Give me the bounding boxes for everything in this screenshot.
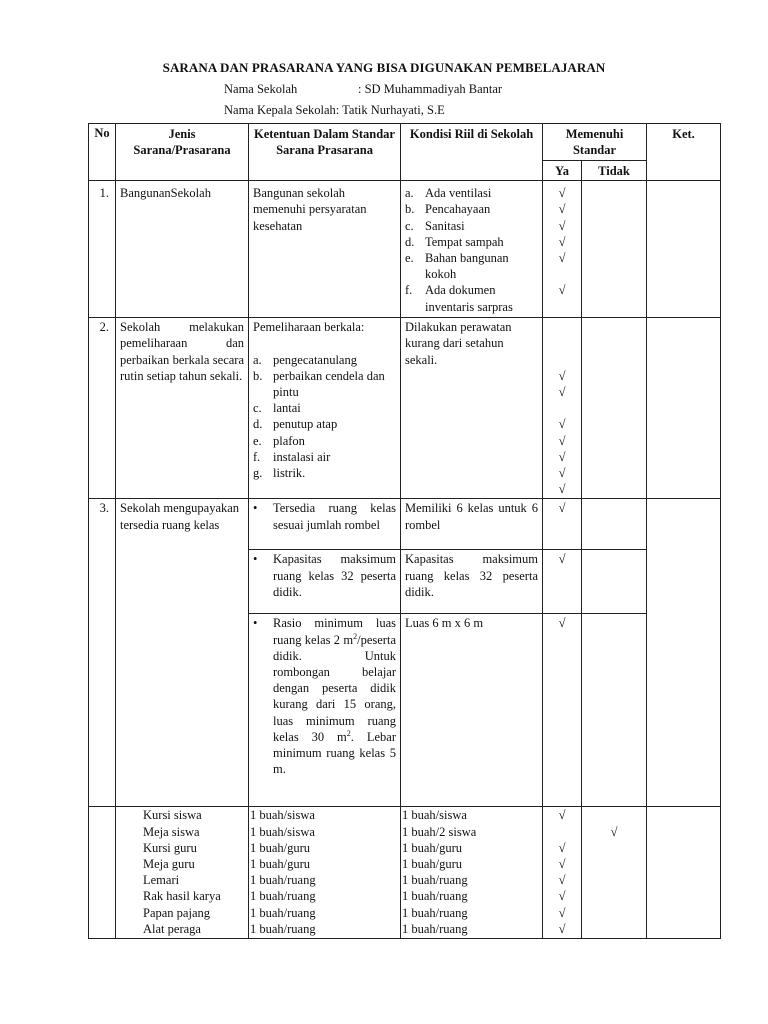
row3-tidak-2 (582, 550, 647, 614)
check-mark: √ (558, 873, 566, 888)
list-item: 1 buah/ruang (250, 889, 316, 904)
row3-ya-1 (543, 499, 582, 550)
header-row (89, 124, 721, 161)
header-jenis: Jenis Sarana/Prasarana (116, 124, 249, 181)
row1-ket (647, 181, 721, 318)
row2-ket (647, 318, 721, 499)
check-mark: √ (558, 808, 566, 823)
list-item: 1 buah/guru (250, 840, 311, 855)
header-ya: Ya (543, 161, 582, 181)
check-mark: √ (558, 449, 566, 464)
list-item: 1 buah/2 siswa (402, 824, 477, 839)
check-mark: √ (558, 905, 566, 920)
list-item: Meja guru (143, 857, 195, 872)
header-no: No (89, 124, 116, 181)
items-ya (543, 807, 582, 939)
list-item: Kursi siswa (143, 808, 202, 823)
list-item: 1 buah/guru (250, 857, 311, 872)
check-mark: √ (558, 857, 566, 872)
table-row-items (89, 807, 721, 939)
list-item: 1 buah/ruang (250, 921, 316, 936)
row1-no: 1. (89, 181, 116, 318)
items-ketentuan (249, 807, 401, 939)
row3-tidak-3 (582, 614, 647, 807)
check-mark: √ (558, 186, 566, 201)
row3-kondisi-3: Luas 6 m x 6 m (401, 614, 543, 807)
check-mark: √ (610, 824, 618, 839)
row1-kondisi-list (405, 185, 538, 315)
check-mark: √ (558, 218, 566, 233)
list-item: 1 buah/ruang (250, 905, 316, 920)
list-item: f. instalasi air (253, 449, 331, 464)
check-mark: √ (558, 202, 566, 217)
row2-ketentuan (249, 318, 401, 499)
check-mark: √ (558, 482, 566, 497)
table-row-3a (89, 499, 721, 550)
row3-ya-3 (543, 614, 582, 807)
row1-ya (543, 181, 582, 318)
list-item: 1 buah/ruang (250, 873, 316, 888)
row2-kondisi: Dilakukan perawatan kurang dari setahun sekali. (401, 318, 543, 499)
list-item: c. Sanitasi (405, 218, 465, 233)
list-item: e. Bahan bangunan kokoh (405, 251, 509, 282)
list-item: 1 buah/ruang (402, 921, 468, 936)
check-mark: √ (558, 283, 566, 298)
check-mark: √ (558, 840, 566, 855)
list-item: • Kapasitas maksimum ruang kelas 32 peserta didik. (253, 552, 396, 599)
row3-ketentuan-3 (249, 614, 401, 807)
check-mark: √ (558, 234, 566, 249)
row3-ketentuan-2 (249, 550, 401, 614)
list-item: g. listrik. (253, 466, 306, 481)
list-item: 1 buah/siswa (250, 824, 315, 839)
row2-tidak (582, 318, 647, 499)
check-mark: √ (558, 921, 566, 936)
items-kondisi (401, 807, 543, 939)
row2-no: 2. (89, 318, 116, 499)
row2-ketentuan-list (253, 352, 396, 482)
check-mark: √ (558, 501, 566, 516)
check-mark: √ (558, 466, 566, 481)
list-item: a. Ada ventilasi (405, 186, 492, 201)
headmaster-value: : Tatik Nurhayati, S.E (335, 103, 445, 117)
school-name-label: Nama Sekolah (224, 82, 298, 96)
list-item: 1 buah/guru (402, 840, 463, 855)
list-item: • Tersedia ruang kelas sesuai jumlah rombel (253, 501, 396, 532)
row1-ketentuan: Bangunan sekolah memenuhi persyaratan kesehatan (249, 181, 401, 318)
row3-tidak-1 (582, 499, 647, 550)
row3-ya-2 (543, 550, 582, 614)
header-tidak: Tidak (582, 161, 647, 181)
list-item: b. perbaikan cendela dan pintu (253, 368, 385, 400)
check-mark: √ (558, 368, 566, 383)
headmaster-line (224, 103, 445, 118)
row1-jenis: BangunanSekolah (116, 181, 249, 318)
table-row-1 (89, 181, 721, 318)
list-item: e. plafon (253, 433, 305, 448)
header-ket: Ket. (647, 124, 721, 181)
check-mark: √ (558, 889, 566, 904)
list-item: Meja siswa (143, 824, 200, 839)
list-item: d. penutup atap (253, 417, 338, 432)
header-ketentuan: Ketentuan Dalam Standar Sarana Prasarana (249, 124, 401, 181)
school-name-value: : SD Muhammadiyah Bantar (358, 82, 503, 96)
list-item: 1 buah/siswa (402, 808, 467, 823)
row1-tidak (582, 181, 647, 318)
check-stack (545, 319, 579, 497)
items-no (89, 807, 116, 939)
list-item: Rak hasil karya (143, 889, 221, 904)
items-jenis (116, 807, 249, 939)
list-item: 1 buah/ruang (402, 889, 468, 904)
row2-ya (543, 318, 582, 499)
list-item: Kursi guru (143, 840, 197, 855)
list-item: a. pengecatanulang (253, 352, 357, 367)
table-row-2 (89, 318, 721, 499)
check-stack (545, 185, 579, 298)
row3-kondisi-2: Kapasitas maksimum ruang kelas 32 peserta didik. (401, 550, 543, 614)
row3-jenis: Sekolah mengupayakan tersedia ruang kelas (116, 499, 249, 807)
list-item: f. Ada dokumen inventaris sarpras (405, 283, 513, 314)
check-mark: √ (558, 616, 566, 631)
facilities-table (88, 123, 721, 939)
items-tidak (582, 807, 647, 939)
list-item: 1 buah/ruang (402, 873, 468, 888)
row3-ket (647, 499, 721, 807)
list-item: 1 buah/siswa (250, 808, 315, 823)
headmaster-label: Nama Kepala Sekolah (224, 103, 336, 117)
list-item: Papan pajang (143, 905, 210, 920)
row2-ketentuan-intro: Pemeliharaan berkala: (253, 320, 365, 335)
header-memenuhi: Memenuhi Standar (543, 124, 647, 161)
check-mark: √ (558, 417, 566, 432)
list-item: 1 buah/guru (402, 857, 463, 872)
items-ket (647, 807, 721, 939)
header-kondisi: Kondisi Riil di Sekolah (401, 124, 543, 181)
row2-jenis: Sekolah melakukan pemeliharaan dan perbaikan berkala secara rutin setiap tahun sekali. (116, 318, 249, 499)
school-name-line (224, 82, 502, 97)
check-mark: √ (558, 433, 566, 448)
check-mark: √ (558, 552, 566, 567)
list-item: Alat peraga (143, 921, 201, 936)
check-mark: √ (558, 385, 566, 400)
document-title: SARANA DAN PRASARANA YANG BISA DIGUNAKAN PEMBELAJARAN (162, 60, 606, 75)
row3-kondisi-1: Memiliki 6 kelas untuk 6 rombel (401, 499, 543, 550)
list-item: 1 buah/ruang (402, 905, 468, 920)
row1-kondisi (401, 181, 543, 318)
list-item: b. Pencahayaan (405, 202, 491, 217)
row3-no: 3. (89, 499, 116, 807)
list-item: c. lantai (253, 401, 301, 416)
list-item: Lemari (143, 873, 180, 888)
check-mark: √ (558, 251, 566, 266)
row3-ketentuan-1 (249, 499, 401, 550)
list-item: • Rasio minimum luas ruang kelas 2 $m^2$/peserta didik. Untuk rombongan belajar dengan peserta didik kurang dari 15 orang, luas minimum ruang kelas 30 $m^2$. Lebar minimum ruang kelas 5 m. (253, 616, 396, 777)
list-item: d. Tempat sampah (405, 234, 504, 249)
